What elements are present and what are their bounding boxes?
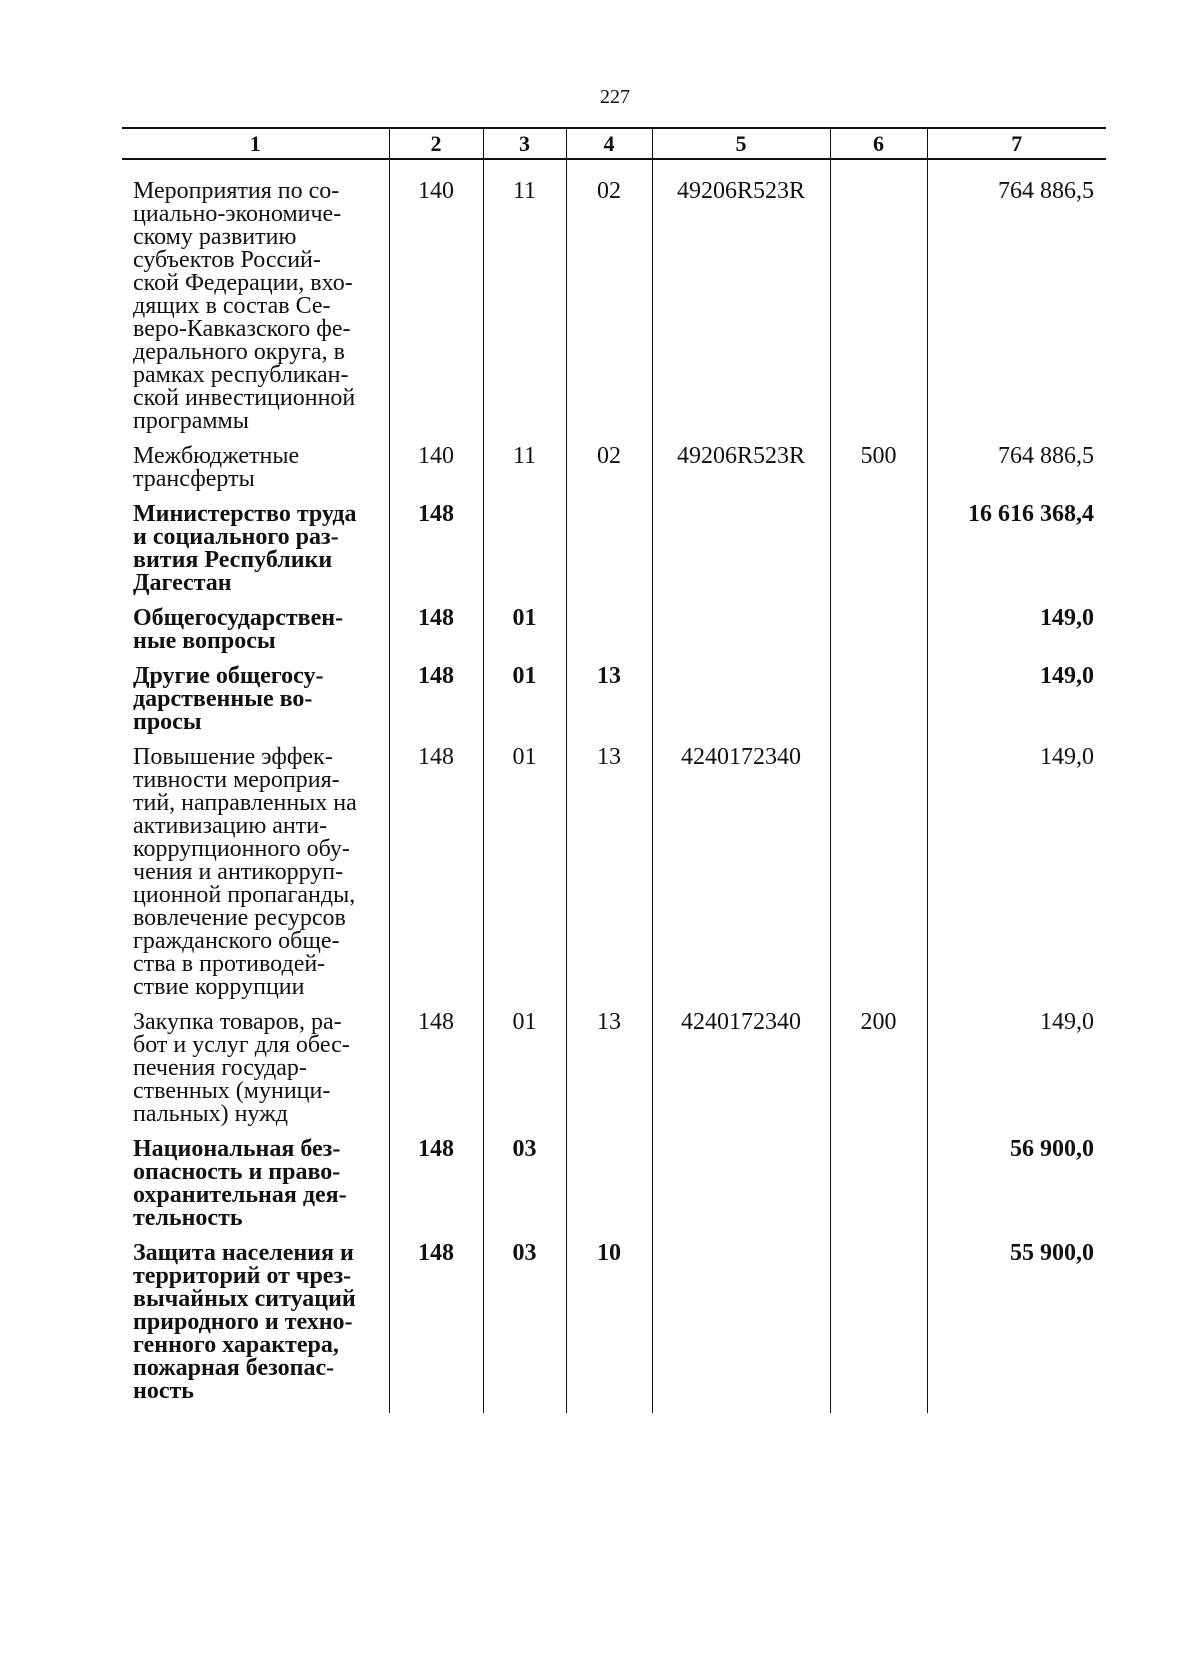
- item-name-line: ность: [133, 1378, 194, 1404]
- column-header-2: 2: [389, 128, 483, 159]
- table-spacer-row: [122, 159, 1106, 180]
- item-name-line: охранительная дея-: [133, 1182, 347, 1208]
- budget-table: [122, 127, 1106, 1413]
- cell-amount: 149,0: [927, 1011, 1106, 1138]
- item-name-line: тивности мероприя-: [133, 767, 340, 793]
- item-name-line: пожарная безопас-: [133, 1355, 335, 1381]
- cell-subchapter: 13: [566, 665, 652, 746]
- column-header-4: 4: [566, 128, 652, 159]
- cell-expense-type: [830, 180, 927, 445]
- cell-section-code: 148: [389, 1011, 483, 1138]
- cell-section-code: 140: [389, 180, 483, 445]
- cell-subchapter: [566, 607, 652, 665]
- table-row: [122, 1011, 1106, 1138]
- cell-chapter: 01: [483, 1011, 566, 1138]
- table-row: [122, 1242, 1106, 1413]
- item-name-line: ционной пропаганды,: [133, 882, 356, 908]
- column-header-6: 6: [830, 128, 927, 159]
- cell-section-code: 148: [389, 746, 483, 1011]
- cell-subchapter: 13: [566, 746, 652, 1011]
- cell-expense-type: [830, 746, 927, 1011]
- item-name-line: Общегосударствен-: [133, 605, 344, 631]
- cell-item-name: [122, 1138, 389, 1242]
- cell-section-code: 148: [389, 1138, 483, 1242]
- item-name-line: Защита населения и: [133, 1240, 354, 1266]
- cell-expense-type: [830, 1138, 927, 1242]
- cell-target-article: 49206R523R: [652, 445, 830, 503]
- cell-chapter: 01: [483, 607, 566, 665]
- cell-amount: 16 616 368,4: [927, 503, 1106, 607]
- item-name-line: Закупка товаров, ра-: [133, 1009, 342, 1035]
- cell-expense-type: [830, 503, 927, 607]
- item-name-line: субъектов Россий-: [133, 247, 321, 273]
- cell-item-name: [122, 746, 389, 1011]
- cell-item-name: [122, 180, 389, 445]
- cell-amount: 149,0: [927, 746, 1106, 1011]
- cell-target-article: 49206R523R: [652, 180, 830, 445]
- cell-section-code: 148: [389, 503, 483, 607]
- item-name-line: трансферты: [133, 466, 255, 492]
- cell-subchapter: 13: [566, 1011, 652, 1138]
- table-row: [122, 503, 1106, 607]
- cell-target-article: 4240172340: [652, 746, 830, 1011]
- cell-target-article: 4240172340: [652, 1011, 830, 1138]
- cell-amount: 764 886,5: [927, 445, 1106, 503]
- item-name-line: ской Федерации, вхо-: [133, 270, 353, 296]
- cell-target-article: [652, 665, 830, 746]
- item-name-line: программы: [133, 408, 249, 434]
- page-number: 227: [600, 86, 630, 108]
- item-name-line: Другие общегосу-: [133, 663, 324, 689]
- item-name-line: вычайных ситуаций: [133, 1286, 356, 1312]
- cell-target-article: [652, 1242, 830, 1413]
- item-name-line: печения государ-: [133, 1055, 307, 1081]
- cell-chapter: 11: [483, 445, 566, 503]
- column-header-1: 1: [122, 128, 389, 159]
- cell-subchapter: [566, 1138, 652, 1242]
- item-name-line: территорий от чрез-: [133, 1263, 352, 1289]
- cell-subchapter: 10: [566, 1242, 652, 1413]
- cell-amount: 56 900,0: [927, 1138, 1106, 1242]
- cell-target-article: [652, 1138, 830, 1242]
- cell-amount: 55 900,0: [927, 1242, 1106, 1413]
- cell-item-name: [122, 665, 389, 746]
- item-name-line: вития Республики: [133, 547, 333, 573]
- table-row: [122, 665, 1106, 746]
- cell-amount: 149,0: [927, 665, 1106, 746]
- item-name-line: бот и услуг для обес-: [133, 1032, 350, 1058]
- item-name-line: дящих в состав Се-: [133, 293, 331, 319]
- item-name-line: ные вопросы: [133, 628, 276, 654]
- item-name-line: ствие коррупции: [133, 974, 305, 1000]
- cell-chapter: 11: [483, 180, 566, 445]
- item-name-line: Дагестан: [133, 570, 232, 596]
- item-name-line: дарственные во-: [133, 686, 313, 712]
- item-name-line: тельность: [133, 1205, 243, 1231]
- cell-chapter: 03: [483, 1242, 566, 1413]
- column-header-7: 7: [927, 128, 1106, 159]
- column-header-5: 5: [652, 128, 830, 159]
- cell-chapter: [483, 503, 566, 607]
- cell-subchapter: [566, 503, 652, 607]
- item-name-line: Повышение эффек-: [133, 744, 333, 770]
- item-name-line: веро-Кавказского фе-: [133, 316, 351, 342]
- item-name-line: Мероприятия по со-: [133, 178, 340, 204]
- cell-section-code: 148: [389, 1242, 483, 1413]
- table-row: [122, 1138, 1106, 1242]
- table-row: [122, 607, 1106, 665]
- item-name-line: просы: [133, 709, 202, 735]
- table-header-row: [122, 128, 1106, 159]
- item-name-line: активизацию анти-: [133, 813, 328, 839]
- item-name-line: скому развитию: [133, 224, 297, 250]
- item-name-line: природного и техно-: [133, 1309, 353, 1335]
- cell-subchapter: 02: [566, 180, 652, 445]
- cell-expense-type: [830, 665, 927, 746]
- cell-chapter: 01: [483, 665, 566, 746]
- item-name-line: чения и антикорруп-: [133, 859, 344, 885]
- table-body: [122, 159, 1106, 1413]
- item-name-line: Министерство труда: [133, 501, 357, 527]
- item-name-line: генного характера,: [133, 1332, 339, 1358]
- cell-expense-type: [830, 607, 927, 665]
- cell-amount: 764 886,5: [927, 180, 1106, 445]
- cell-item-name: [122, 1242, 389, 1413]
- cell-section-code: 148: [389, 607, 483, 665]
- table-row: [122, 746, 1106, 1011]
- item-name-line: ской инвестиционной: [133, 385, 356, 411]
- item-name-line: опасность и право-: [133, 1159, 341, 1185]
- item-name-line: пальных) нужд: [133, 1101, 288, 1127]
- item-name-line: дерального округа, в: [133, 339, 345, 365]
- table-row: [122, 445, 1106, 503]
- table-row: [122, 180, 1106, 445]
- cell-expense-type: [830, 1242, 927, 1413]
- cell-expense-type: 200: [830, 1011, 927, 1138]
- item-name-line: и социального раз-: [133, 524, 339, 550]
- cell-target-article: [652, 607, 830, 665]
- cell-expense-type: 500: [830, 445, 927, 503]
- cell-subchapter: 02: [566, 445, 652, 503]
- item-name-line: рамках республикан-: [133, 362, 349, 388]
- item-name-line: вовлечение ресурсов: [133, 905, 346, 931]
- cell-item-name: [122, 503, 389, 607]
- item-name-line: ства в противодей-: [133, 951, 326, 977]
- item-name-line: гражданского обще-: [133, 928, 340, 954]
- cell-item-name: [122, 607, 389, 665]
- item-name-line: коррупционного обу-: [133, 836, 350, 862]
- item-name-line: Межбюджетные: [133, 443, 300, 469]
- cell-item-name: [122, 1011, 389, 1138]
- item-name-line: тий, направленных на: [133, 790, 357, 816]
- cell-target-article: [652, 503, 830, 607]
- cell-chapter: 01: [483, 746, 566, 1011]
- item-name-line: ственных (муници-: [133, 1078, 331, 1104]
- column-header-3: 3: [483, 128, 566, 159]
- cell-section-code: 140: [389, 445, 483, 503]
- cell-section-code: 148: [389, 665, 483, 746]
- cell-chapter: 03: [483, 1138, 566, 1242]
- item-name-line: Национальная без-: [133, 1136, 341, 1162]
- cell-item-name: [122, 445, 389, 503]
- cell-amount: 149,0: [927, 607, 1106, 665]
- item-name-line: циально-экономиче-: [133, 201, 342, 227]
